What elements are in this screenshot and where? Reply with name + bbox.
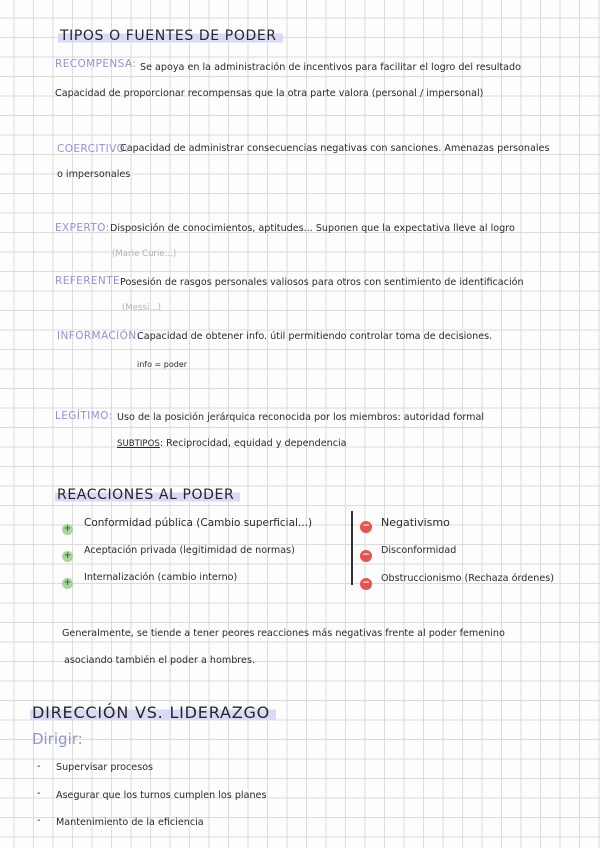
subtipos-label: SUBTIPOS <box>117 439 160 449</box>
legitimo-line1: Uso de la posición jerárquica reconocida por los miembros: autoridad formal <box>117 412 485 423</box>
negative-reaction-3: Obstruccionismo (Rechaza órdenes) <box>381 573 554 584</box>
positive-reaction-1: Conformidad pública (Cambio superficial...) <box>84 517 313 529</box>
term-coercitivo: COERCITIVO: <box>57 143 129 155</box>
term-referente: REFERENTE: <box>55 275 124 287</box>
informacion-line2: info = poder <box>137 360 188 369</box>
negative-reaction-1: Negativismo <box>381 516 450 529</box>
direction-item-2: Asegurar que los turnos cumplen los planes <box>56 790 267 801</box>
term-experto: EXPERTO: <box>55 222 110 234</box>
reactions-title: REACCIONES AL PODER <box>55 487 240 503</box>
referente-line1: Posesión de rasgos personales valiosos para otros con sentimiento de identificación <box>120 277 524 288</box>
positive-reaction-2: Aceptación privada (legitimidad de normas) <box>84 545 295 556</box>
legitimo-subtypes: SUBTIPOS: Reciprocidad, equidad y dependencia <box>117 438 347 449</box>
informacion-line1: Capacidad de obtener info. útil permitiendo controlar toma de decisiones. <box>137 331 493 342</box>
direction-item-3: Mantenimiento de la eficiencia <box>56 817 204 828</box>
referente-example: (Messi...) <box>122 303 161 313</box>
minus-icon: − <box>360 513 372 533</box>
positive-reaction-3: Internalización (cambio interno) <box>84 572 238 583</box>
direction-title: DIRECCIÓN VS. LIDERAZGO <box>30 703 276 722</box>
list-dash: - <box>37 761 41 772</box>
plus-icon: + <box>63 524 72 534</box>
minus-icon: − <box>360 570 372 590</box>
list-dash: - <box>37 815 41 826</box>
reactions-note-line1: Generalmente, se tiende a tener peores reacciones más negativas frente al poder femenino <box>62 628 505 639</box>
page-title: TIPOS O FUENTES DE PODER <box>58 28 283 44</box>
experto-example: (Marie Curie...) <box>112 249 177 259</box>
negative-reaction-2: Disconformidad <box>381 545 457 556</box>
recompensa-line2: Capacidad de proporcionar recompensas que la otra parte valora (personal / impersonal) <box>55 88 484 99</box>
coercitivo-line2: o impersonales <box>57 169 131 180</box>
list-dash: - <box>37 788 41 799</box>
reactions-divider <box>351 511 353 585</box>
term-informacion: INFORMACIÓN: <box>57 330 141 342</box>
term-legitimo: LEGÍTIMO: <box>55 410 113 422</box>
term-recompensa: RECOMPENSA: <box>55 58 137 70</box>
recompensa-line1: Se apoya en la administración de incentivos para facilitar el logro del resultado <box>140 62 522 73</box>
reactions-note-line2: asociando también el poder a hombres. <box>64 655 255 666</box>
plus-icon: + <box>63 551 72 561</box>
dirigir-subtitle: Dirigir: <box>32 730 83 748</box>
experto-line1: Disposición de conocimientos, aptitudes... Suponen que la expectativa lleve al logro <box>110 223 515 234</box>
plus-icon: + <box>63 578 72 588</box>
coercitivo-line1: Capacidad de administrar consecuencias negativas con sanciones. Amenazas personales <box>120 143 550 154</box>
minus-icon: − <box>360 542 372 562</box>
direction-item-1: Supervisar procesos <box>56 762 154 773</box>
